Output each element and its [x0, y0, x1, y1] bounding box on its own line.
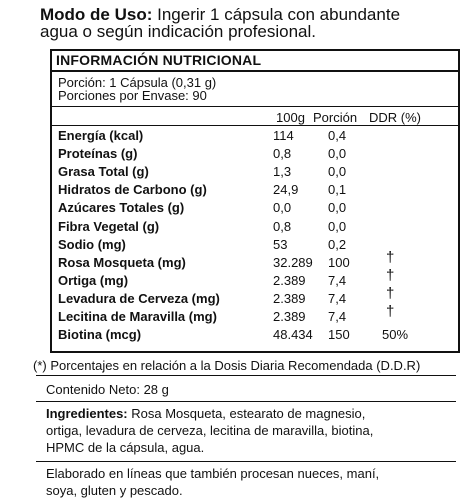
row-value-porcion: 0,0 [328, 146, 347, 161]
nutrition-title: INFORMACIÓN NUTRICIONAL [56, 52, 262, 68]
row-value-porcion: 7,4 [328, 273, 347, 288]
porcion-text: Porción: 1 Cápsula (0,31 g) [58, 75, 217, 90]
row-name: Rosa Mosqueta (mg) [58, 255, 186, 270]
row-value-ddr: † [386, 303, 395, 320]
row-value-100g: 32.289 [273, 255, 313, 270]
modo-label: Modo de Uso: [40, 5, 153, 24]
row-value-ddr: † [386, 267, 395, 284]
row-value-100g: 114 [273, 128, 294, 143]
modo-text-1: Ingerir 1 cápsula con abundante [157, 5, 401, 24]
row-value-100g: 24,9 [273, 182, 299, 197]
ingredientes-line-3: HPMC de la cápsula, agua. [46, 440, 205, 455]
row-value-100g: 2.389 [273, 291, 306, 306]
elaborado-line-1: Elaborado en líneas que también procesan nueces, maní, [46, 466, 380, 481]
row-name: Ortiga (mg) [58, 273, 129, 288]
modo-de-uso [40, 6, 450, 40]
ingredientes [46, 405, 373, 456]
row-name: Azúcares Totales (g) [58, 200, 185, 215]
ingredientes-line-2: ortiga, levadura de cerveza, lecitina de maravilla, biotina, [46, 423, 374, 438]
porciones-text: Porciones por Envase: 90 [58, 88, 207, 103]
row-name: Hidratos de Carbono (g) [58, 182, 207, 197]
row-name: Proteínas (g) [58, 146, 138, 161]
row-name: Lecitina de Maravilla (mg) [58, 309, 217, 324]
row-value-porcion: 0,1 [328, 182, 347, 197]
title-divider [52, 70, 458, 72]
ddr-note: (*) Porcentajes en relación a la Dosis Diaria Recomendada (D.D.R) [33, 358, 421, 373]
row-value-porcion: 7,4 [328, 309, 347, 324]
header-100g: 100g [276, 110, 305, 125]
row-value-porcion: 0,0 [328, 219, 347, 234]
porcion-divider [52, 106, 458, 107]
row-value-porcion: 150 [328, 327, 350, 342]
elaborado-line-2: soya, gluten y pescado. [46, 483, 183, 498]
row-value-100g: 53 [273, 237, 288, 252]
row-value-porcion: 0,2 [328, 237, 347, 252]
contenido-neto: Contenido Neto: 28 g [46, 382, 169, 397]
ingredientes-label: Ingredientes: [46, 406, 128, 421]
row-value-porcion: 0,0 [328, 200, 347, 215]
row-value-ddr: † [386, 249, 395, 266]
row-value-ddr: † [386, 285, 395, 302]
elaborado [46, 465, 379, 499]
row-value-porcion: 0,0 [328, 164, 347, 179]
modo-text-2: agua o según indicación profesional. [40, 22, 316, 41]
row-name: Energía (kcal) [58, 128, 144, 143]
row-value-100g: 2.389 [273, 309, 306, 324]
header-porcion: Porción [313, 110, 358, 125]
header-ddr: DDR (%) [369, 110, 421, 125]
row-value-porcion: 100 [328, 255, 350, 270]
note-divider [36, 375, 456, 376]
row-value-porcion: 0,4 [328, 128, 347, 143]
row-name: Levadura de Cerveza (mg) [58, 291, 220, 306]
row-value-porcion: 7,4 [328, 291, 347, 306]
header-divider [52, 125, 458, 126]
row-value-100g: 2.389 [273, 273, 306, 288]
row-value-100g: 0,8 [273, 219, 292, 234]
row-name: Sodio (mg) [58, 237, 126, 252]
row-name: Grasa Total (g) [58, 164, 149, 179]
row-value-100g: 48.434 [273, 327, 313, 342]
ingredientes-line-1: Rosa Mosqueta, estearato de magnesio, [131, 406, 366, 421]
row-value-100g: 1,3 [273, 164, 292, 179]
row-value-100g: 0,8 [273, 146, 292, 161]
ingredientes-divider [36, 461, 456, 462]
row-name: Fibra Vegetal (g) [58, 219, 160, 234]
contenido-divider [36, 401, 456, 402]
row-value-100g: 0,0 [273, 200, 292, 215]
row-value-ddr: 50% [382, 327, 409, 342]
row-name: Biotina (mcg) [58, 327, 142, 342]
